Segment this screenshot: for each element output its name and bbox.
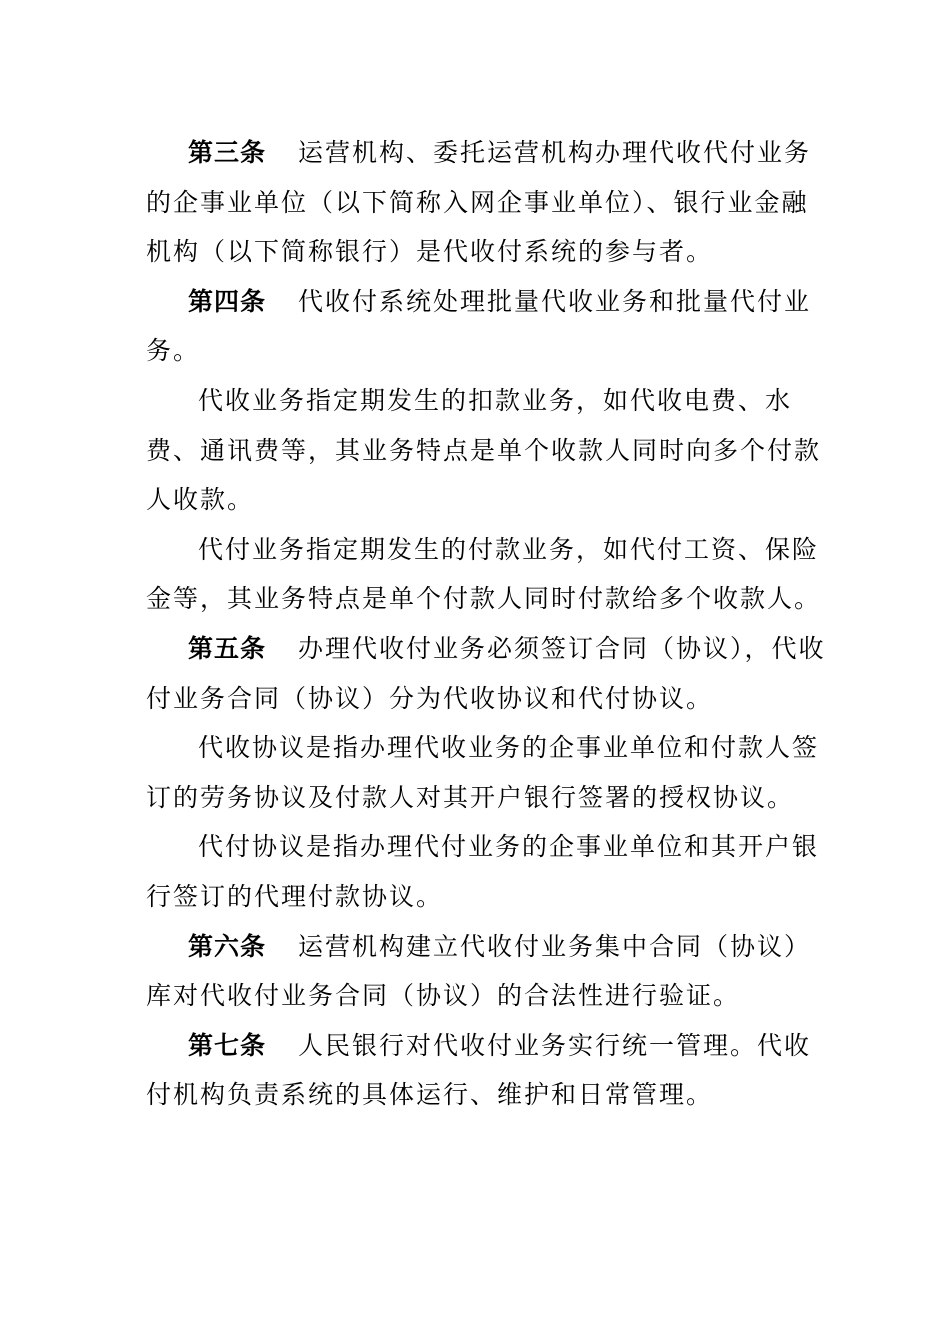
article-5-sub-1: 代收协议是指办理代收业务的企事业单位和付款人签订的劳务协议及付款人对其开户银行签署的授权协议。 [146,733,820,812]
article-label: 第五条 [188,633,267,663]
article-label: 第四条 [188,286,267,316]
article-4 [146,277,826,376]
article-6 [146,922,826,1021]
article-text: 人民银行对代收付业务实行统一管理。代收付机构负责系统的具体运行、维护和日常管理。 [146,1030,812,1110]
article-4-sub-2: 代付业务指定期发生的付款业务，如代付工资、保险金等，其业务特点是单个付款人同时付款给多个收款人。 [146,534,822,614]
article-label: 第三条 [188,138,267,167]
article-text: 办理代收付业务必须签订合同（协议），代收付业务合同（协议）分为代收协议和代付协议。 [146,633,826,713]
article-5 [146,624,826,723]
article-5-sub-2: 代付协议是指办理代付业务的企事业单位和其开户银行签订的代理付款协议。 [146,832,820,911]
article-4-sub-1: 代收业务指定期发生的扣款业务，如代收电费、水费、通讯费等，其业务特点是单个收款人同时向多个付款人收款。 [146,385,822,515]
article-3 [146,128,826,277]
document-body [146,128,826,1120]
article-label: 第六条 [188,931,267,961]
article-7 [146,1021,826,1120]
article-label: 第七条 [188,1030,267,1060]
article-text: 运营机构、委托运营机构办理代收代付业务的企事业单位（以下简称入网企事业单位）、银行业金融机构（以下简称银行）是代收付系统的参与者。 [146,138,812,267]
article-text: 运营机构建立代收付业务集中合同（协议）库对代收付业务合同（协议）的合法性进行验证。 [146,931,812,1011]
article-text: 代收付系统处理批量代收业务和批量代付业务。 [146,286,812,366]
